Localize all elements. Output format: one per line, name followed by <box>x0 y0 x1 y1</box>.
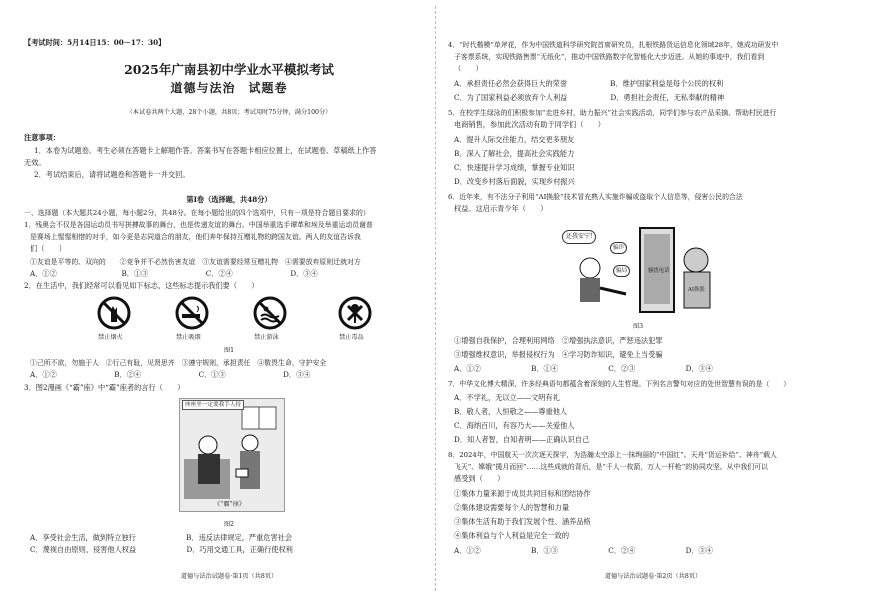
q4-line3: （ ） <box>454 64 483 73</box>
exam-time: 【考试时间：5月14日15：00－17：30】 <box>24 38 166 47</box>
cartoon-3-label-phone: 骚扰电话 <box>648 268 670 274</box>
notice-heading: 注意事项： <box>24 133 60 142</box>
q1-options: ①友谊是平等的、双向的 ②竞争并不必然伤害友谊 ③友谊需要经常互赠礼物 ④需要放弃原则迁就对方 <box>30 258 361 266</box>
q8-statement-4: ④集体利益与个人利益是完全一致的 <box>454 531 570 540</box>
q7-stem: 7．中华文化博大精深，许多经典语句都蕴含着深刻的人生哲理。下列名言警句对应的处世智慧有误的是（ ） <box>448 380 791 388</box>
q8-line2: 飞天”、嫦娥“揽月而回”……这些成就的背后，是“千人一枚箭，万人一杆枪”的协同攻坚。从中我们可以 <box>454 463 768 471</box>
page-footer-right: 道德与法治试题卷·第2页（共8页） <box>604 573 702 580</box>
q4-line2: 子客票系统，实现铁路售票“无纸化”，推动中国铁路数字化智能化大步迈进。从她的事迹中，我们看到 <box>454 53 765 61</box>
q6-options-12: ①增强自我保护，合理利用网络 ②增强执法意识，严惩违法犯罪 <box>454 336 663 345</box>
q1-line2: 是赛场上惺惺相惜的对手，如今更是志同道合的朋友，他们奔年保持互赠礼物的跨国友谊。两人的友谊告诉我 <box>30 233 361 241</box>
q3-stem: 3．图2漫画《“霸”座》中“霸”座者的言行（ ） <box>24 383 185 392</box>
cartoon-2-caption: 《“霸”座》 <box>214 501 246 508</box>
exam-intro: （本试卷共两个大题，28个小题，共8页；考试用时75分钟，满分100分） <box>126 109 332 116</box>
q3-options-ab: A．享受社会生活，做到特立独行 B．违反法律规定，严重危害社会 <box>30 533 293 542</box>
cartoon-seat-hogging <box>179 398 285 512</box>
notice-1-cont: 无效。 <box>24 158 46 167</box>
q5-option-a: A．提升人际交往能力，结交更多朋友 <box>454 135 575 144</box>
q6-line2: 权益。这启示青少年（ ） <box>454 204 548 213</box>
q3-options-cd: C．蔑视自由原则，侵害他人权益 D．巧用交通工具，正确行使权利 <box>30 545 293 554</box>
part-title: 第Ⅰ卷（选择题，共48分） <box>186 195 272 204</box>
q6-choices: A．①② B．①④ C．②③ D．③④ <box>454 364 713 373</box>
q8-line1: 8．2024年，中国航天一次次逐天探宇，为浩瀚太空添上一抹绚丽的“中国红”。天舟“货运补给”、神舟“载人 <box>448 451 777 459</box>
q6-line1: 6．近年来，有不法分子利用“AI换脸”技术冒充熟人实施诈骗或盗取个人信息等，侵害公民的合法 <box>448 193 743 201</box>
cartoon-3-bubble-2: 骗诈 <box>610 242 627 254</box>
q6-options-34: ③增强维权意识，举报侵权行为 ④学习防诈知识，避免上当受骗 <box>454 350 663 359</box>
q5-stem: 5．在校学生绿泳的们积极参加“走进乡村，助力振兴”社会实践活动，同学们参与农产品采摘、帮助村民进行 <box>448 109 777 117</box>
sign-label-1: 禁止烟火 <box>98 334 123 341</box>
q2-options: ①己所不欲，勿施于人 ②行己有耻，见贤思齐 ③遵守规则，承担责任 ④敬畏生命，守护安全 <box>30 359 327 367</box>
no-swimming-sign-icon <box>253 296 287 330</box>
q5-option-c: C．快速提升学习成绩，掌握专业知识 <box>454 163 575 172</box>
q4-options-cd: C．为了国家利益必须放弃个人利益 D．勇担社会责任，无私奉献的精神 <box>454 93 725 102</box>
q8-statement-1: ①集体力量来源于成员共同目标和团结协作 <box>454 489 591 498</box>
page-right <box>448 0 858 597</box>
q1-choices: A．①② B．①③ C．②④ D．③④ <box>30 269 318 278</box>
figure-2-caption: 图2 <box>223 521 235 528</box>
no-smoking-sign-icon <box>175 296 209 330</box>
q8-line3: 感受到（ ） <box>454 474 505 483</box>
page-left <box>24 0 434 597</box>
q4-options-ab: A．承担责任必然会获得巨大的荣誉 B．维护国家利益是每个公民的权利 <box>454 79 724 88</box>
cartoon-3-bubble-1: 还我安宁! <box>562 230 596 244</box>
cartoon-2-speech-bubble: 座座坐一定要我手人持 <box>182 400 244 410</box>
no-fire-sign-icon <box>97 296 131 330</box>
figure-3-caption: 图3 <box>633 323 644 330</box>
exam-title: 2025年广南县初中学业水平模拟考试 <box>124 62 334 77</box>
q2-choices: A．①② B．②④ C．①③ D．③④ <box>30 370 311 379</box>
q8-choices: A．①② B．①③ C．②④ D．③④ <box>454 546 713 555</box>
notice-1: 1．本卷为试题卷。考生必须在答题卡上解题作答。答案书写在答题卡相应位置上，在试题卷、草稿纸上作答 <box>34 146 377 155</box>
page-footer-left: 道德与法治试题卷·第1页（共8页） <box>180 573 278 580</box>
q7-option-b: B．敬人者，人恒敬之——尊重他人 <box>454 407 568 416</box>
q1-line3: 们（ ） <box>30 244 66 253</box>
notice-2: 2．考试结束后，请将试题卷和答题卡一并交回。 <box>34 170 190 179</box>
q5-stem-cont: 电商销售，参加此次活动有助于同学们（ ） <box>454 120 605 129</box>
q4-line1: 4．“时代楷模”单斧花，作为中国铁道科学研究院首席研究员，扎根铁路货运信息化领域28年，她成功研发中 <box>448 41 779 49</box>
page-divider <box>435 6 436 591</box>
figure-1-caption: 图1 <box>223 347 235 354</box>
q5-option-b: B．深入了解社会，提高社会实践能力 <box>454 149 575 158</box>
sign-label-3: 禁止游泳 <box>254 334 279 341</box>
cartoon-3-bubble-3: 骗局 <box>613 265 630 277</box>
q5-option-d: D．改变乡村落后面貌，实现乡村振兴 <box>454 177 575 186</box>
sign-label-4: 禁止毒品 <box>339 334 364 341</box>
q7-option-d: D．知人者智，自知者明——正确认识自己 <box>454 435 590 444</box>
q7-option-c: C．海纳百川，有容乃大——关爱他人 <box>454 421 575 430</box>
q1-line1: 1．残奥会不仅是各国运动员书写拼搏故事的舞台，也是传递友谊的舞台。中国举重选手谭革和埃及举重运动员谢普 <box>24 221 373 229</box>
section-title: 一、选择题（本大题共24小题，每小题2分，共48分。在每小题给出的四个选项中，只有一项是符合题目要求的） <box>24 209 370 217</box>
q8-statement-2: ②集体建设需要每个人的智慧和力量 <box>454 503 570 512</box>
sign-label-2: 禁止吸烟 <box>176 334 201 341</box>
q8-statement-3: ③集体生活有助于我们发展个性、涵养品格 <box>454 517 591 526</box>
no-drugs-sign-icon <box>338 296 372 330</box>
exam-subtitle: 道德与法治 试题卷 <box>170 81 288 95</box>
cartoon-3-label-ai: AI换脸 <box>688 287 705 293</box>
q2-stem: 2．在生活中，我们经常可以看见如下标志，这些标志提示我们要（ ） <box>24 281 259 290</box>
q7-option-a: A．不学礼，无以立——文明有礼 <box>454 393 560 402</box>
